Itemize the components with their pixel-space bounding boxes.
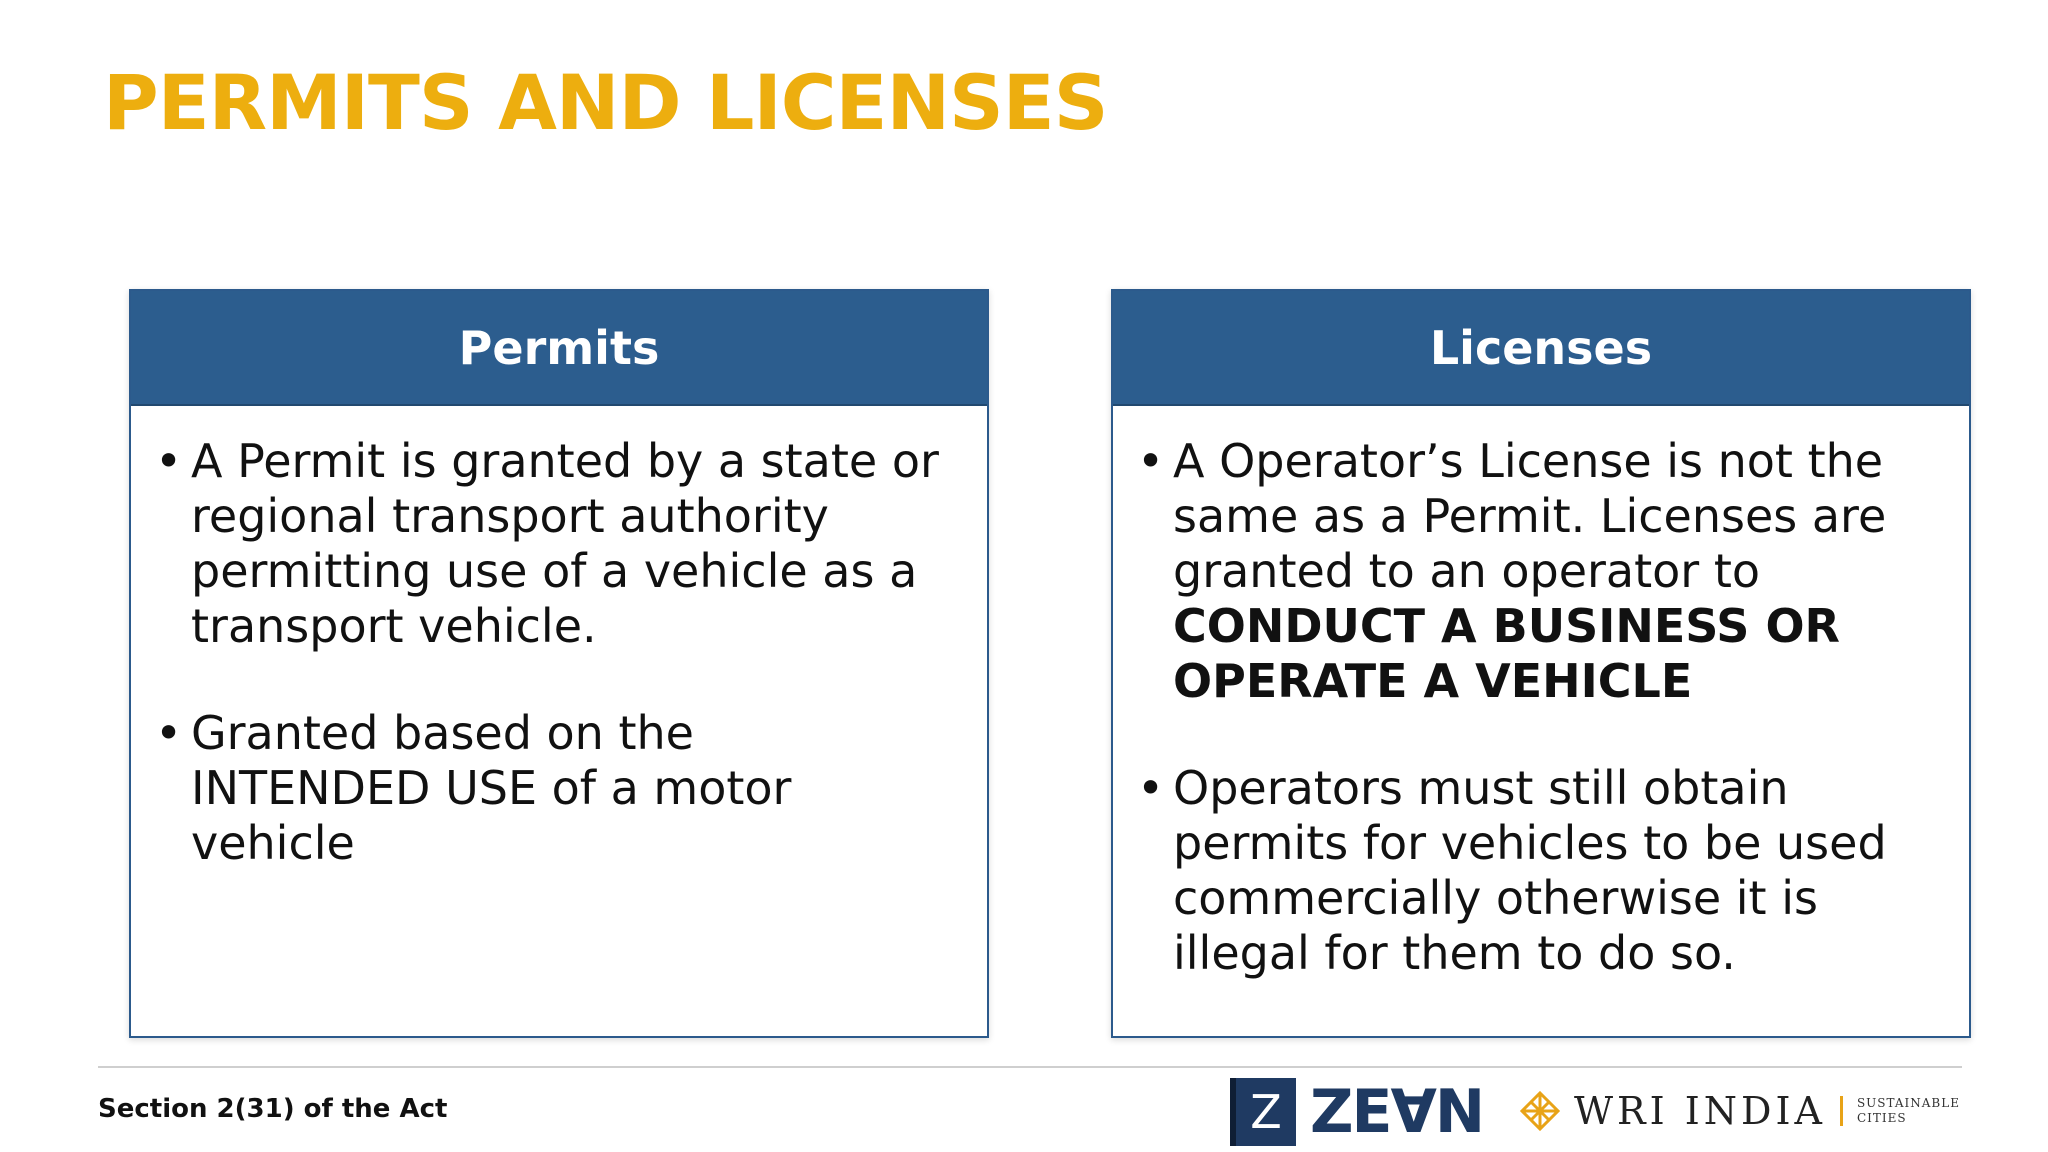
bullet-icon: • — [1137, 434, 1165, 488]
list-item — [155, 434, 947, 654]
wri-tagline — [1857, 1096, 1960, 1126]
list-item — [1137, 761, 1929, 981]
footer-divider — [98, 1066, 1962, 1068]
licenses-heading: Licenses — [1113, 291, 1969, 406]
list-item — [155, 706, 947, 871]
wri-separator — [1840, 1096, 1843, 1126]
permits-panel — [129, 289, 989, 1038]
bullet-text: A Permit is granted by a state or regional transport authority permitting use of a vehicle as a transport vehicle. — [191, 434, 939, 653]
bullet-icon: • — [155, 434, 183, 488]
bullet-text: Granted based on the INTENDED USE of a motor vehicle — [191, 706, 792, 870]
wri-name: WRI INDIA — [1574, 1089, 1826, 1133]
zenn-logo — [1230, 1078, 1483, 1146]
bullet-icon: • — [1137, 761, 1165, 815]
wri-tagline-line1: SUSTAINABLE — [1856, 1096, 1960, 1110]
footer-note: Section 2(31) of the Act — [98, 1094, 448, 1124]
zenn-mark: Z — [1230, 1078, 1296, 1146]
permits-heading: Permits — [131, 291, 987, 406]
wri-logo — [1518, 1083, 1960, 1139]
bullet-text: Operators must still obtain permits for vehicles to be used commercially otherwise it is illegal for them to do so. — [1173, 761, 1887, 980]
bullet-text: A Operator’s License is not the same as a Permit. Licenses are granted to an operator to — [1173, 434, 1887, 598]
permits-bullet-list — [131, 406, 987, 871]
bullet-emphasis: CONDUCT A BUSINESS OR OPERATE A VEHICLE — [1173, 599, 1840, 708]
list-item — [1137, 434, 1929, 709]
wri-tagline-line2: CITIES — [1856, 1111, 1907, 1125]
wri-knot-icon — [1518, 1089, 1562, 1133]
licenses-bullet-list — [1113, 406, 1969, 981]
licenses-panel — [1111, 289, 1971, 1038]
slide-title: PERMITS AND LICENSES — [103, 58, 1108, 147]
zenn-name: ZEⱯN — [1310, 1077, 1484, 1147]
bullet-icon: • — [155, 706, 183, 760]
